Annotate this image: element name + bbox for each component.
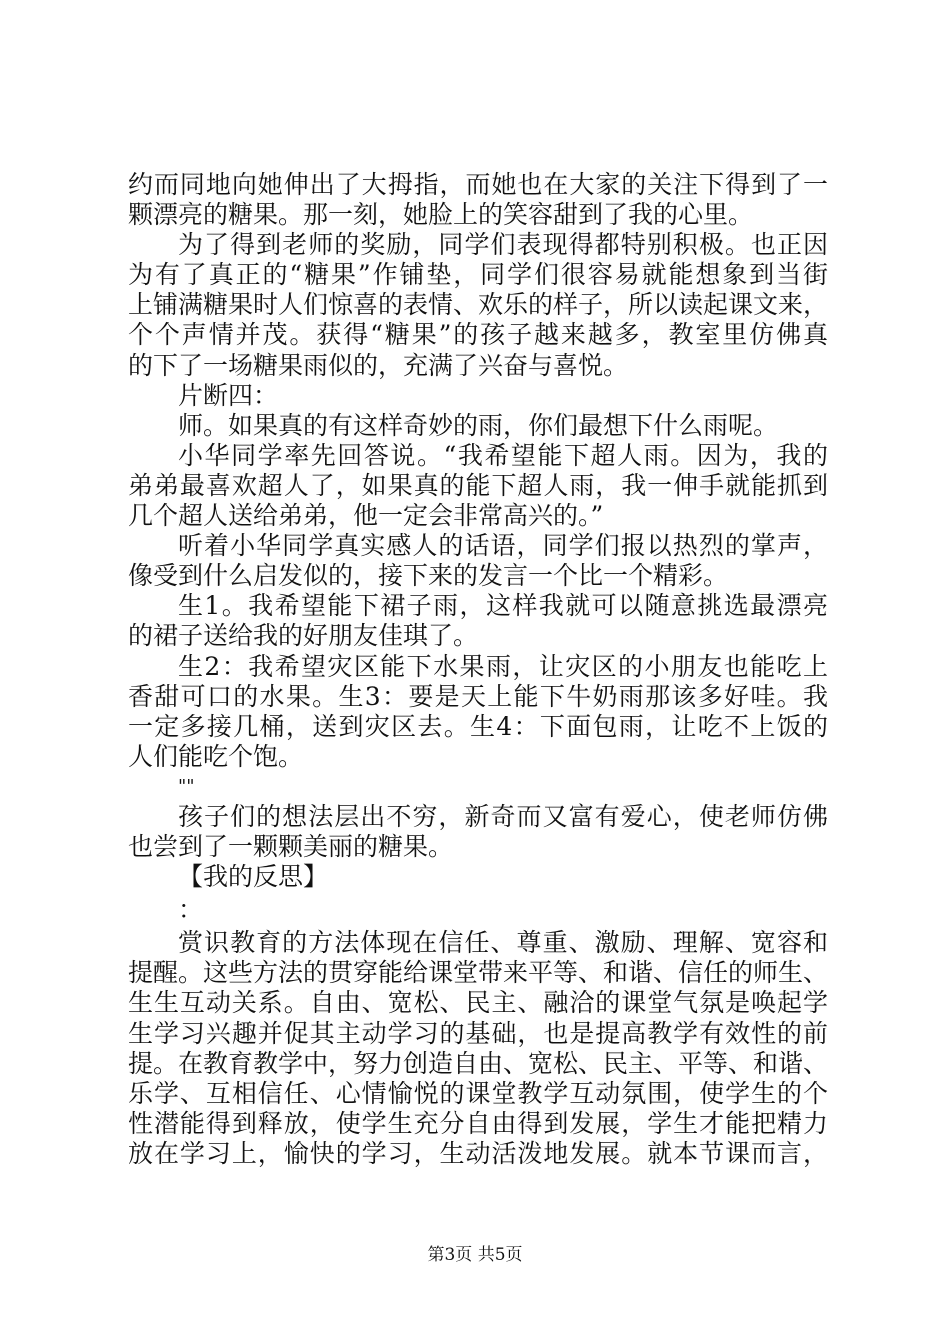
text-line: 颗漂亮的糖果。那一刻，她脸上的笑容甜到了我的心里。 [128, 200, 754, 230]
text-line: 像受到什么启发似的，接下来的发言一个比一个精彩。 [128, 561, 729, 591]
text-line: 听着小华同学真实感人的话语，同学们报以热烈的掌声， [178, 531, 828, 561]
section-heading: 片断四： [178, 380, 279, 410]
text-line: 弟弟最喜欢超人了，如果真的能下超人雨，我一伸手就能抓到 [128, 470, 828, 500]
body-text [128, 170, 828, 1169]
text-line: ： [178, 895, 204, 925]
text-line: 香甜可口的水果。生3：要是天上能下牛奶雨那该多好哇。我 [128, 681, 828, 711]
text-line: 约而同地向她伸出了大拇指，而她也在大家的关注下得到了一 [128, 170, 828, 199]
text-line: 生学习兴趣并促其主动学习的基础，也是提高教学有效性的前 [128, 1018, 828, 1048]
text-line: 的裙子送给我的好朋友佳琪了。 [128, 621, 479, 651]
text-line: 为了得到老师的奖励，同学们表现得都特别积极。也正因 [178, 230, 828, 260]
page-footer: 第3页 共5页 [427, 1245, 523, 1265]
text-line: 小华同学率先回答说。“我希望能下超人雨。因为，我的 [178, 440, 828, 470]
text-line: 放在学习上，愉快的学习，生动活泼地发展。就本节课而言， [128, 1138, 828, 1168]
text-line: 个个声情并茂。获得“糖果”的孩子越来越多，教室里仿佛真 [128, 320, 828, 350]
text-line: 师。如果真的有这样奇妙的雨，你们最想下什么雨呢。 [178, 410, 779, 440]
text-line: 也尝到了一颗颗美丽的糖果。 [128, 832, 454, 862]
text-line: 几个超人送给弟弟，他一定会非常高兴的。” [128, 501, 604, 531]
text-line: 人们能吃个饱。 [128, 741, 304, 771]
text-line: 上铺满糖果时人们惊喜的表情、欢乐的样子，所以读起课文来， [128, 290, 829, 320]
text-line: 孩子们的想法层出不穷，新奇而又富有爱心，使老师仿佛 [178, 801, 828, 831]
text-line: 一定多接几桶，送到灾区去。生4：下面包雨，让吃不上饭的 [128, 711, 828, 741]
text-line: 乐学、互相信任、心情愉悦的课堂教学互动氛围，使学生的个 [128, 1078, 828, 1108]
text-line: 生1。我希望能下裙子雨，这样我就可以随意挑选最漂亮 [178, 591, 828, 621]
text-line: 提。在教育教学中，努力创造自由、宽松、民主、平等、和谐、 [128, 1048, 829, 1078]
text-line: 提醒。这些方法的贯穿能给课堂带来平等、和谐、信任的师生、 [128, 958, 829, 988]
text-line: 性潜能得到释放，使学生充分自由得到发展，学生才能把精力 [128, 1108, 828, 1138]
quote-marks: "" [178, 775, 195, 797]
text-line: 为有了真正的“糖果”作铺垫，同学们很容易就能想象到当街 [128, 260, 828, 290]
section-heading: 【我的反思】 [178, 862, 329, 892]
text-line: 生生互动关系。自由、宽松、民主、融洽的课堂气氛是唤起学 [128, 988, 828, 1018]
text-line: 的下了一场糖果雨似的，充满了兴奋与喜悦。 [128, 350, 629, 380]
text-line: 赏识教育的方法体现在信任、尊重、激励、理解、宽容和 [178, 928, 828, 958]
text-line: 生2：我希望灾区能下水果雨，让灾区的小朋友也能吃上 [178, 651, 828, 681]
